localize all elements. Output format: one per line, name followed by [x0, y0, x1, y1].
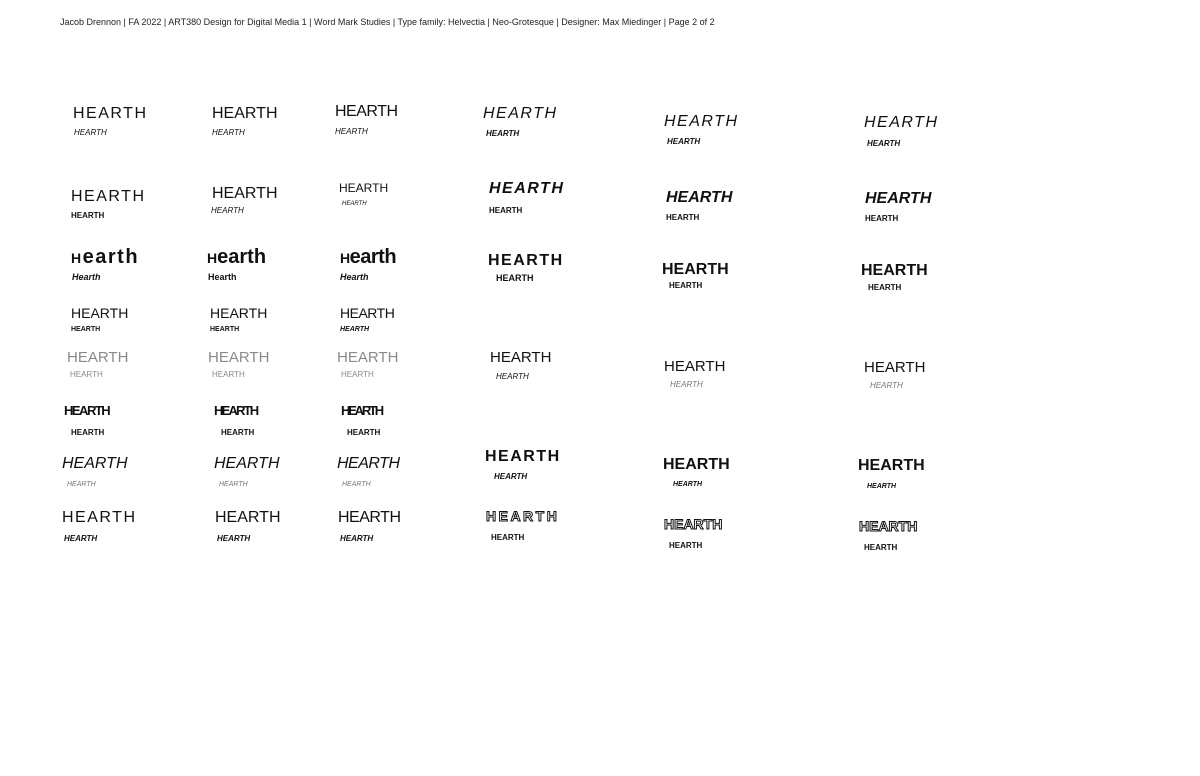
wordmark-sub-r3c2: Hearth — [208, 272, 237, 282]
wordmark-sub-r3c6: HEARTH — [868, 283, 902, 292]
wordmark-r8c6: HEARTH — [859, 518, 918, 534]
wordmark-r4c1: HEARTH — [71, 305, 129, 321]
wordmark-r7c5: HEARTH — [663, 456, 730, 473]
wordmark-r8c4: HEARTH — [486, 508, 560, 524]
wordmark-r5c4: HEARTH — [490, 349, 552, 366]
wordmark-r8c2: HEARTH — [215, 509, 281, 526]
wordmark-sub-r7c2: HEARTH — [219, 481, 248, 488]
wordmark-r3c3 — [340, 247, 396, 267]
wordmark-sub-r5c2: HEARTH — [212, 370, 245, 379]
wordmark-r5c3: HEARTH — [337, 349, 399, 366]
wordmark-sub-r7c3: HEARTH — [342, 481, 371, 488]
wordmark-sub-r7c4: HEARTH — [494, 472, 528, 481]
wordmark-r4c2: HEARTH — [210, 305, 268, 321]
wordmark-sub-r8c3: HEARTH — [340, 534, 374, 543]
wordmark-cap: H — [207, 250, 218, 266]
wordmark-r6c3: HEARTH — [341, 403, 382, 418]
wordmark-r5c6: HEARTH — [864, 359, 926, 376]
wordmark-r2c5: HEARTH — [666, 189, 733, 206]
wordmark-r7c2: HEARTH — [214, 455, 280, 472]
wordmark-sub-r4c3: HEARTH — [340, 326, 370, 333]
wordmark-sub-r2c2: HEARTH — [211, 206, 244, 215]
wordmark-sub-r3c4: HEARTH — [496, 273, 534, 283]
wordmark-cap: H — [71, 250, 83, 266]
wordmark-sub-r8c4: HEARTH — [491, 533, 525, 542]
wordmark-r3c5: HEARTH — [662, 261, 729, 278]
wordmark-sub-r7c5: HEARTH — [673, 481, 703, 488]
wordmark-sub-r7c1: HEARTH — [67, 481, 96, 488]
wordmark-r1c2: HEARTH — [212, 105, 278, 122]
wordmark-sub-r5c6: HEARTH — [870, 381, 903, 390]
wordmark-r1c3: HEARTH — [335, 103, 398, 120]
wordmark-r2c3: HEARTH — [339, 181, 389, 195]
wordmark-sub-r3c3: Hearth — [340, 272, 369, 282]
wordmark-cap: H — [340, 250, 350, 266]
wordmark-sub-r6c2: HEARTH — [221, 428, 255, 437]
wordmark-sub-r8c1: HEARTH — [64, 534, 98, 543]
wordmark-sub-r1c1: HEARTH — [74, 128, 107, 137]
wordmark-r7c1: HEARTH — [62, 455, 128, 472]
wordmark-rest: earth — [349, 246, 397, 268]
wordmark-sub-r5c3: HEARTH — [341, 370, 374, 379]
wordmark-r7c3: HEARTH — [337, 455, 400, 472]
wordmark-sub-r1c2: HEARTH — [212, 128, 245, 137]
wordmark-r8c3: HEARTH — [338, 509, 401, 526]
wordmark-sub-r6c1: HEARTH — [71, 428, 105, 437]
wordmark-r7c4: HEARTH — [485, 448, 561, 465]
wordmark-r1c5: HEARTH — [664, 113, 739, 130]
wordmark-sub-r1c6: HEARTH — [867, 139, 901, 148]
wordmark-r3c1 — [71, 247, 139, 267]
wordmark-r6c2: HEARTH — [214, 403, 258, 418]
wordmark-sub-r3c5: HEARTH — [669, 281, 703, 290]
wordmark-r2c2: HEARTH — [212, 185, 278, 202]
wordmark-sub-r8c6: HEARTH — [864, 543, 898, 552]
wordmark-sub-r8c2: HEARTH — [217, 534, 251, 543]
wordmark-r1c4: HEARTH — [483, 105, 558, 122]
wordmark-sub-r2c3: HEARTH — [342, 201, 367, 207]
wordmark-r5c1: HEARTH — [67, 349, 129, 366]
wordmark-sub-r2c1: HEARTH — [71, 211, 105, 220]
page-header: Jacob Drennon | FA 2022 | ART380 Design for Digital Media 1 | Word Mark Studies | Type family: Helvectia | Neo-Grotesque | Designer: Max Miedinger | Page 2 of 2 — [60, 17, 715, 27]
wordmark-rest: earth — [82, 246, 140, 268]
wordmark-sub-r1c5: HEARTH — [667, 137, 701, 146]
wordmark-sub-r2c4: HEARTH — [489, 206, 523, 215]
wordmark-sub-r2c6: HEARTH — [865, 214, 899, 223]
wordmark-sub-r2c5: HEARTH — [666, 213, 700, 222]
wordmark-sub-r8c5: HEARTH — [669, 541, 703, 550]
wordmark-r2c4: HEARTH — [489, 180, 565, 197]
wordmark-sub-r4c1: HEARTH — [71, 326, 101, 333]
wordmark-sub-r7c6: HEARTH — [867, 483, 897, 490]
wordmark-sub-r1c3: HEARTH — [335, 127, 368, 136]
wordmark-sub-r6c3: HEARTH — [347, 428, 381, 437]
wordmark-r8c1: HEARTH — [62, 509, 137, 526]
wordmark-r3c4: HEARTH — [488, 252, 564, 269]
wordmark-sub-r5c4: HEARTH — [496, 372, 529, 381]
wordmark-r4c3: HEARTH — [340, 305, 395, 321]
wordmark-r6c1: HEARTH — [64, 403, 110, 418]
wordmark-r5c5: HEARTH — [664, 358, 726, 375]
wordmark-r2c6: HEARTH — [865, 190, 932, 207]
wordmark-r3c6: HEARTH — [861, 262, 928, 279]
wordmark-r8c5: HEARTH — [664, 516, 723, 532]
wordmark-sub-r5c5: HEARTH — [670, 380, 703, 389]
wordmark-r2c1: HEARTH — [71, 188, 146, 205]
wordmark-sub-r5c1: HEARTH — [70, 370, 103, 379]
wordmark-r1c6: HEARTH — [864, 114, 939, 131]
wordmark-r1c1: HEARTH — [73, 105, 148, 122]
wordmark-sub-r3c1: Hearth — [72, 272, 101, 282]
wordmark-r7c6: HEARTH — [858, 457, 925, 474]
wordmark-sub-r1c4: HEARTH — [486, 129, 520, 138]
wordmark-r3c2 — [207, 247, 266, 267]
wordmark-r5c2: HEARTH — [208, 349, 270, 366]
wordmark-rest: earth — [217, 246, 267, 268]
wordmark-sub-r4c2: HEARTH — [210, 326, 240, 333]
